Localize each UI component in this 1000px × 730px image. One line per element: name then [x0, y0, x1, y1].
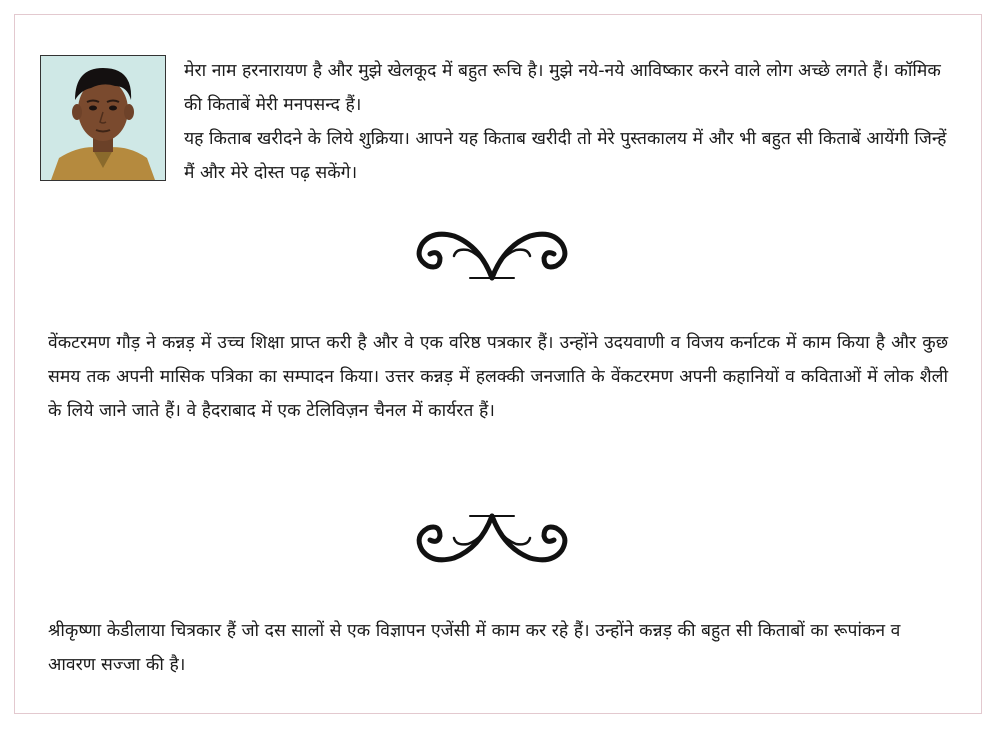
- intro-line-2: यह किताब खरीदने के लिये शुक्रिया। आपने यह किताब खरीदी तो मेरे पुस्तकालय में और भी बहुत सी किताबें आयेंगी जिन्हें मैं और मेरे दोस्त पढ़ सकेंगे।: [184, 129, 947, 183]
- intro-text: [184, 54, 954, 190]
- intro-line-1: मेरा नाम हरनारायण है और मुझे खेलकूद में बहुत रूचि है। मुझे नये-नये आविष्कार करने वाले लोग अच्छे लगते हैं। कॉमिक की किताबें मेरी मनपसन्द हैं।: [184, 61, 941, 115]
- flourish-divider-icon: [410, 226, 575, 284]
- illustrator-bio: श्रीकृष्णा केडीलाया चित्रकार हैं जो दस सालों से एक विज्ञापन एजेंसी में काम कर रहे हैं। उन्होंने कन्नड़ की बहुत सी किताबों का रूपांकन व आवरण सज्जा की है।: [48, 621, 901, 675]
- flourish-divider-icon: [410, 510, 575, 568]
- child-portrait-photo: [40, 55, 166, 181]
- author-bio: वेंकटरमण गौड़ ने कन्नड़ में उच्च शिक्षा प्राप्त करी है और वे एक वरिष्ठ पत्रकार हैं। उन्होंने उदयवाणी व विजय कर्नाटक में काम किया है और कुछ समय तक अपनी मासिक पत्रिका का सम्पादन किया। उत्तर कन्नड़ में हलक्की जनजाति के वेंकटरमण अपनी कहानियों व कविताओं में लोक शैली के लिये जाने जाते हैं। वे हैदराबाद में एक टेलिविज़न चैनल में कार्यरत हैं।: [48, 333, 948, 421]
